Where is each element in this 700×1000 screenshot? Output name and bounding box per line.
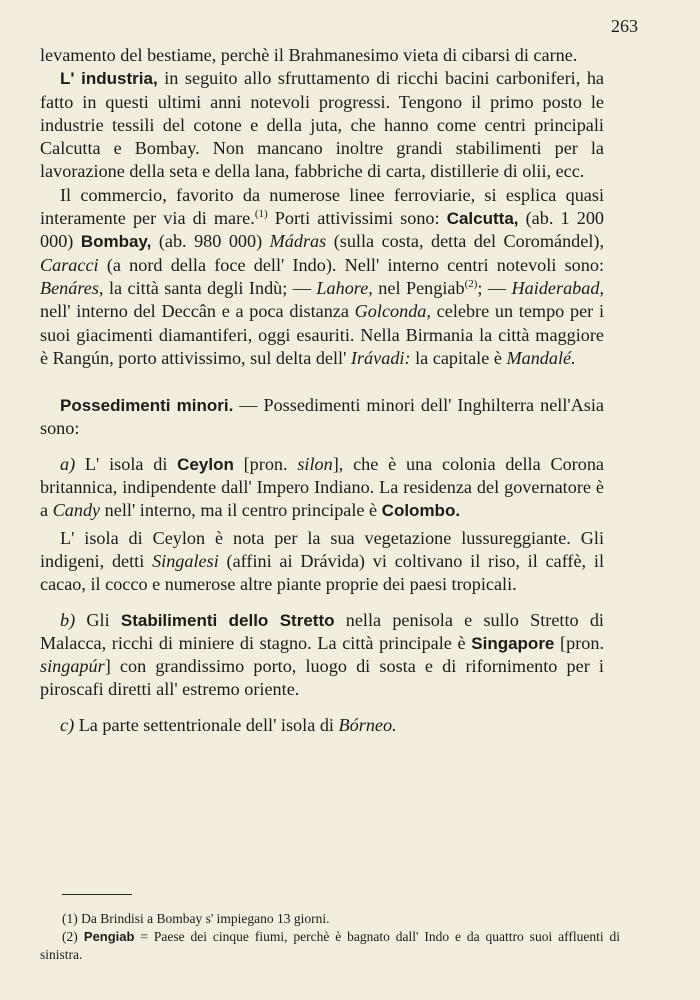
main-text: [40, 44, 604, 737]
commerce-text: (a nord della foce dell' Indo). Nell' interno centri notevoli sono:: [98, 254, 604, 275]
people-singalesi: Singalesi: [152, 550, 219, 571]
footnote-text: Da Brindisi a Bombay s' impiegano 13 giorni.: [77, 911, 330, 926]
commerce-text: la capitale è: [410, 347, 507, 368]
paragraph-livestock: levamento del bestiame, perchè il Brahmanesimo vieta di cibarsi di carne.: [40, 45, 578, 65]
city-lahore: Lahore,: [316, 277, 373, 298]
city-madras: Mádras: [269, 231, 327, 252]
item-text: [pron.: [233, 453, 298, 474]
item-marker: c): [60, 714, 75, 735]
city-benares: Benáres,: [40, 277, 104, 298]
footnote-divider: [62, 894, 132, 895]
footnote-ref-2: (2): [464, 277, 478, 290]
list-item-ceylon: [40, 453, 604, 523]
city-mandale: Mandalé.: [506, 347, 576, 368]
item-text: nell' interno, ma il centro principale è: [100, 500, 382, 521]
item-text: Gli: [75, 609, 121, 630]
commerce-text: celebre un tempo per i suoi giacimenti diamantiferi, oggi esauriti. Nella Birmania la città maggiore è Rangún, porto attivissimo, sul delta dell': [40, 301, 604, 368]
industry-term: L' industria,: [60, 69, 158, 89]
place-ceylon: Ceylon: [177, 454, 234, 474]
commerce-text: (ab. 980 000): [151, 231, 270, 252]
footnote-mark: (1): [62, 911, 78, 926]
item-text: ], che è una colonia della Corona britannica, indipendente dall' Impero Indiano. La residenza del governatore è a: [40, 453, 604, 521]
item-text: ] con grandissimo porto, luogo di sosta e di rifornimento per i piroscafi diretti all' estremo oriente.: [40, 656, 604, 700]
pronunciation-singapur: singapúr: [40, 656, 105, 677]
footnote-text: = Paese dei cinque fiumi, perchè è bagnato dall' Indo e da quattro suoi affluenti di sinistra.: [40, 929, 620, 962]
city-calcutta: Calcutta,: [446, 209, 519, 229]
footnotes: [40, 910, 620, 964]
city-haiderabad: Haiderabad,: [511, 277, 604, 298]
city-colombo: Colombo.: [381, 501, 461, 521]
item-text: (affini ai Drávida) vi coltivano il riso, il caffè, il cacao, il cocco e numerose altre piante proprie dei paesi tropicali.: [40, 550, 604, 595]
footnote-ref-1: (1): [254, 208, 268, 221]
item-text: La parte settentrionale dell' isola di: [74, 714, 339, 735]
commerce-text: la città santa degli Indù; —: [103, 277, 317, 298]
city-singapore: Singapore: [471, 633, 555, 653]
commerce-text: Porti attivissimi sono:: [267, 208, 447, 229]
item-text: [pron.: [554, 632, 604, 653]
footnote-2: [40, 928, 620, 964]
item-text: nella penisola e sullo Stretto di Malacca, ricchi di miniere di stagno. La città principale è: [40, 609, 604, 653]
commerce-text: (ab. 1 200 000): [40, 208, 605, 252]
section-intro: — Possedimenti minori dell' Inghilterra nell'Asia sono:: [40, 395, 604, 439]
footnote-term: Pengiab: [77, 929, 135, 944]
city-candy: Candy: [52, 500, 101, 521]
section-heading: Possedimenti minori.: [60, 396, 234, 416]
commerce-text: Il commercio, favorito da numerose linee ferroviarie, si esplica quasi interamente per via di mare.: [40, 184, 604, 229]
item-marker: b): [60, 609, 76, 630]
industry-text: in seguito allo sfruttamento di ricchi bacini carboniferi, ha fatto in questi ultimi anni notevoli progressi. Tengono il primo posto le industrie tessili del cotone e della juta, che hanno come centri principali Calcutta e Bombay. Non mancano inoltre grandi stabilimenti per la lavorazione della seta e della lana, fabbriche di carta, distillerie di olii, ecc.: [40, 68, 604, 182]
footnote-1: [40, 910, 620, 928]
commerce-text: ; —: [477, 277, 512, 298]
place-borneo: Bórneo.: [338, 714, 397, 735]
page-number: 263: [611, 16, 638, 36]
commerce-text: (sulla costa, detta del Coromándel),: [326, 231, 604, 252]
city-bombay: Bombay,: [80, 232, 152, 252]
list-item-straits: [40, 609, 604, 702]
river-iravadi: Irávadi:: [350, 347, 411, 368]
item-text: L' isola di Ceylon è nota per la sua vegetazione lussureggiante. Gli indigeni, detti: [40, 527, 604, 571]
paragraph-commerce: [40, 184, 604, 370]
footnote-mark: (2): [62, 929, 78, 944]
paragraph-industry: [40, 67, 604, 183]
list-item-borneo: [40, 714, 604, 737]
place-straits-settlements: Stabilimenti dello Stretto: [120, 610, 335, 630]
paragraph-ceylon-vegetation: [40, 527, 604, 597]
item-text: L' isola di: [75, 453, 178, 474]
commerce-text: nell' interno del Deccân e a poca distanza: [40, 301, 355, 322]
city-golconda: Golconda,: [354, 301, 431, 322]
city-caracci: Caracci: [40, 254, 99, 275]
pronunciation-silon: silon: [297, 453, 333, 474]
item-marker: a): [60, 453, 76, 474]
section-minor-possessions: [40, 394, 604, 441]
commerce-text: nel Pengiab: [372, 277, 465, 298]
